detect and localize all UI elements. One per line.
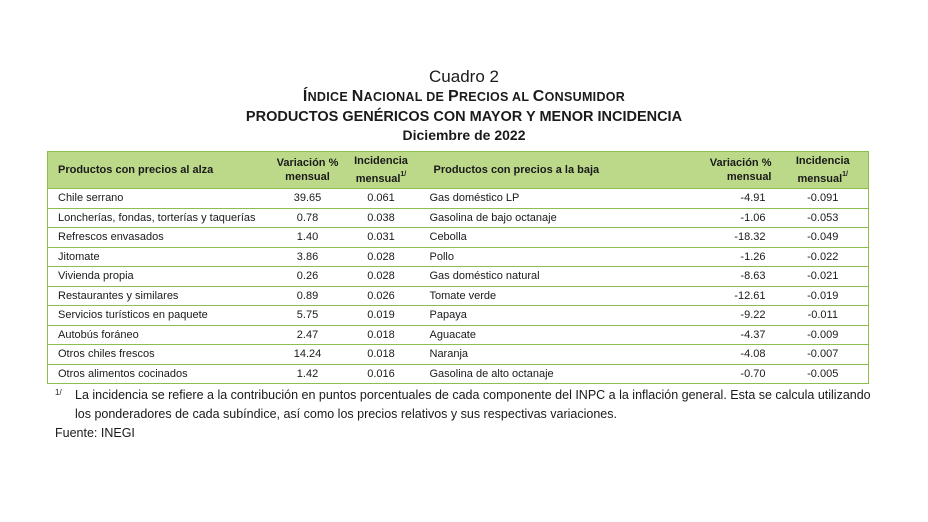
cell-down-product: Naranja — [420, 345, 678, 365]
cell-down-inc: -0.049 — [778, 228, 869, 248]
cell-up-product: Autobús foráneo — [48, 325, 273, 345]
title-part: ACIONAL DE — [363, 90, 448, 104]
cell-up-var: 39.65 — [273, 189, 343, 209]
cell-down-inc: -0.011 — [778, 306, 869, 326]
cell-up-inc: 0.018 — [343, 345, 420, 365]
cell-up-inc: 0.038 — [343, 208, 420, 228]
source-label: Fuente: INEGI — [55, 426, 135, 440]
cell-up-var: 14.24 — [273, 345, 343, 365]
cell-up-var: 3.86 — [273, 247, 343, 267]
table-row — [48, 306, 869, 326]
cell-up-product: Refrescos envasados — [48, 228, 273, 248]
footnote-text: La incidencia se refiere a la contribución en puntos porcentuales de cada componente del INPC a la inflación general. Esta se calcula utilizando los ponderadores de cada subíndice, así como los precios relativos y sus respectivas variaciones. — [75, 388, 871, 421]
cell-up-product: Vivienda propia — [48, 267, 273, 287]
table-row — [48, 325, 869, 345]
table-body — [48, 189, 869, 384]
cell-down-inc: -0.021 — [778, 267, 869, 287]
cell-up-product: Jitomate — [48, 247, 273, 267]
cell-up-inc: 0.031 — [343, 228, 420, 248]
title-part: ONSUMIDOR — [544, 90, 626, 104]
table-row — [48, 208, 869, 228]
cell-down-var: -18.32 — [678, 228, 778, 248]
footnote-mark: 1/ — [400, 171, 407, 178]
header-up-variation: Variación % mensual — [273, 152, 343, 189]
title-part: NDICE — [307, 90, 352, 104]
date-label: Diciembre de 2022 — [402, 127, 526, 143]
cell-down-product: Tomate verde — [420, 286, 678, 306]
cell-down-var: -1.26 — [678, 247, 778, 267]
cell-up-product: Otros chiles frescos — [48, 345, 273, 365]
cell-down-var: -4.08 — [678, 345, 778, 365]
header-down-incidence — [778, 152, 869, 189]
table-header-row — [48, 152, 869, 189]
cell-down-product: Pollo — [420, 247, 678, 267]
incidence-table — [47, 151, 869, 384]
cell-up-product: Restaurantes y similares — [48, 286, 273, 306]
cell-down-inc: -0.091 — [778, 189, 869, 209]
notes-block — [55, 386, 875, 443]
cell-up-inc: 0.016 — [343, 364, 420, 384]
cell-down-var: -8.63 — [678, 267, 778, 287]
cell-down-product: Gas doméstico LP — [420, 189, 678, 209]
header-up-incidence-text: Incidencia mensual — [354, 155, 408, 185]
cell-down-product: Gasolina de alto octanaje — [420, 364, 678, 384]
cell-down-var: -4.37 — [678, 325, 778, 345]
cell-up-var: 0.89 — [273, 286, 343, 306]
footnote — [55, 386, 875, 424]
cell-down-product: Aguacate — [420, 325, 678, 345]
cell-down-inc: -0.005 — [778, 364, 869, 384]
footnote-marker: 1/ — [55, 388, 62, 397]
cell-up-inc: 0.019 — [343, 306, 420, 326]
cell-down-inc: -0.007 — [778, 345, 869, 365]
title-part: Í — [302, 88, 308, 105]
header-up-product: Productos con precios al alza — [48, 152, 273, 189]
title-block — [0, 66, 928, 144]
cell-down-var: -12.61 — [678, 286, 778, 306]
footnote-mark: 1/ — [842, 171, 848, 178]
cell-down-inc: -0.022 — [778, 247, 869, 267]
cell-up-inc: 0.026 — [343, 286, 420, 306]
cell-up-var: 0.26 — [273, 267, 343, 287]
cell-up-product: Chile serrano — [48, 189, 273, 209]
title-part: C — [532, 88, 545, 105]
cell-up-product: Loncherías, fondas, torterías y taquerías — [48, 208, 273, 228]
cell-down-var: -9.22 — [678, 306, 778, 326]
cell-up-inc: 0.028 — [343, 247, 420, 267]
title-part: P — [447, 88, 459, 105]
table-row — [48, 267, 869, 287]
cell-down-product: Cebolla — [420, 228, 678, 248]
header-up-incidence — [343, 152, 420, 189]
table-row — [48, 189, 869, 209]
table-row — [48, 364, 869, 384]
table-row — [48, 286, 869, 306]
cell-up-var: 2.47 — [273, 325, 343, 345]
cell-down-product: Gasolina de bajo octanaje — [420, 208, 678, 228]
cell-down-product: Gas doméstico natural — [420, 267, 678, 287]
cell-up-product: Otros alimentos cocinados — [48, 364, 273, 384]
cell-down-var: -0.70 — [678, 364, 778, 384]
table-row — [48, 247, 869, 267]
title-part: RECIOS AL — [458, 90, 533, 104]
table-row — [48, 345, 869, 365]
cell-down-var: -1.06 — [678, 208, 778, 228]
cell-down-var: -4.91 — [678, 189, 778, 209]
cell-up-inc: 0.028 — [343, 267, 420, 287]
title-part: N — [351, 88, 364, 105]
cell-down-inc: -0.019 — [778, 286, 869, 306]
table-row — [48, 228, 869, 248]
main-title — [0, 87, 928, 107]
header-down-incidence-text: Incidencia mensual — [795, 155, 850, 185]
header-down-variation: Variación % mensual — [678, 152, 778, 189]
subtitle: PRODUCTOS GENÉRICOS CON MAYOR Y MENOR INCIDENCIA — [245, 109, 683, 125]
cell-up-product: Servicios turísticos en paquete — [48, 306, 273, 326]
cell-down-inc: -0.053 — [778, 208, 869, 228]
cell-up-var: 5.75 — [273, 306, 343, 326]
cell-up-inc: 0.061 — [343, 189, 420, 209]
cell-up-var: 1.42 — [273, 364, 343, 384]
cell-down-inc: -0.009 — [778, 325, 869, 345]
header-down-product: Productos con precios a la baja — [420, 152, 678, 189]
cuadro-label: Cuadro 2 — [429, 67, 499, 86]
cell-up-var: 0.78 — [273, 208, 343, 228]
cell-down-product: Papaya — [420, 306, 678, 326]
cell-up-inc: 0.018 — [343, 325, 420, 345]
cell-up-var: 1.40 — [273, 228, 343, 248]
